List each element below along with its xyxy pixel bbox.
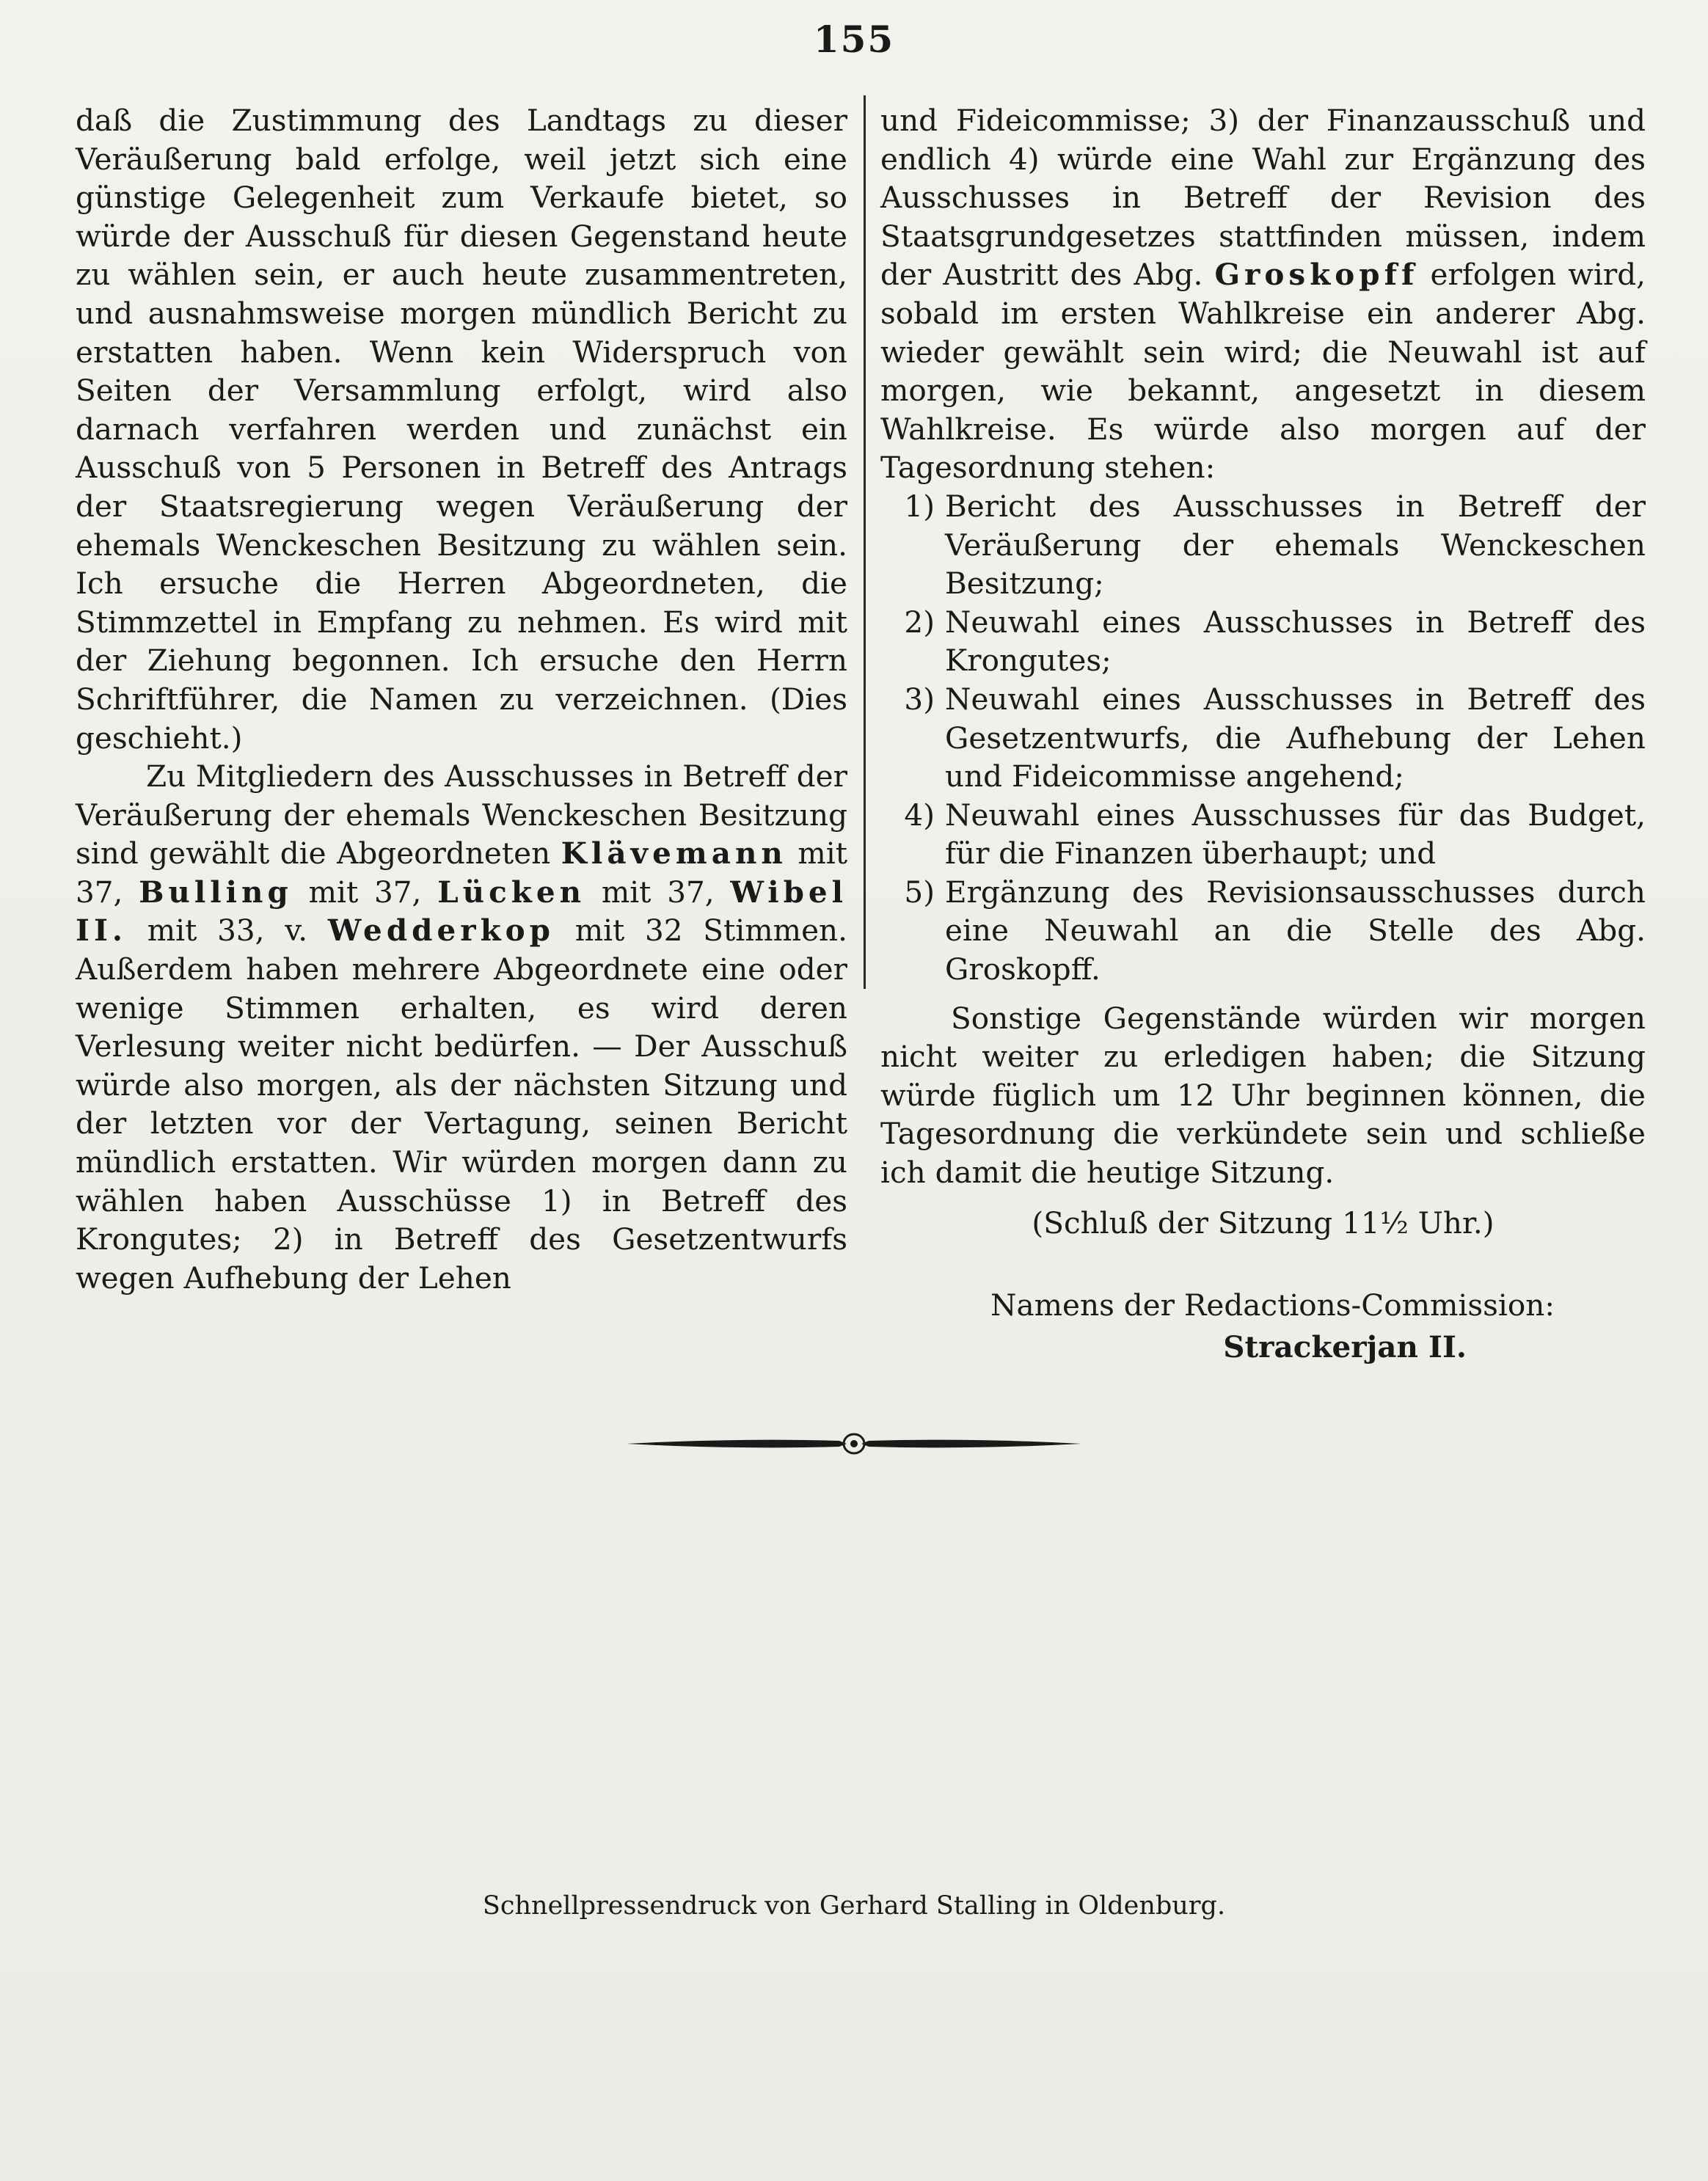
agenda-item-text: Ergänzung des Revisionsausschusses durch eine Neuwahl an die Stelle des Abg. Groskopff. (945, 874, 1646, 987)
left-column (76, 101, 847, 1297)
left-paragraph-2-text-b: mit 37, (76, 836, 847, 910)
left-paragraph-2-text-e: mit 33, v. (147, 913, 308, 949)
agenda-item-number: 3) (904, 681, 935, 717)
agenda-item-text: Neuwahl eines Ausschusses in Betreff des Krongutes; (945, 604, 1646, 679)
right-paragraph-1-text-b: erfolgen wird, sobald im ersten Wahlkreise ein anderer Abg. wieder gewählt sein wird; die Neuwahl ist auf morgen, wie bekannt, angesetzt in diesem Wahlkreise. Es würde also morgen auf der Tagesordnung stehen: (880, 257, 1646, 486)
left-paragraph-2-text-a: Zu Mitgliedern des Ausschusses in Betreff der Veräußerung der ehemals Wenckeschen Besitzung sind gewählt die Abgeordneten (76, 759, 847, 872)
session-close-note: (Schluß der Sitzung 11½ Uhr.) (1032, 1205, 1494, 1241)
agenda-item-text: Neuwahl eines Ausschusses in Betreff des Gesetzentwurfs, die Aufhebung der Lehen und Fideicommisse angehend; (945, 681, 1646, 794)
left-paragraph-2-text-f: mit 32 Stimmen. Außerdem haben mehrere Abgeordnete eine oder wenige Stimmen erhalten, es wird deren Verlesung weiter nicht bedürfen. — Der Ausschuß würde also morgen, als der nächsten Sitzung und der letzten vor der Vertagung, seinen Bericht mündlich erstatten. Wir würden morgen dann zu wählen haben Ausschüsse 1) in Betreff des Krongutes; 2) in Betreff des Gesetzentwurfs wegen Aufhebung der Lehen (76, 913, 847, 1296)
member-name-2: Bulling (139, 874, 293, 910)
member-name-groskopff: Groskopff (1214, 257, 1419, 293)
agenda-item (880, 873, 1646, 989)
commission-line: Namens der Redactions-Commission: (990, 1287, 1555, 1323)
agenda-list (880, 487, 1646, 989)
right-column (880, 101, 1646, 1366)
left-paragraph-2-text-d: mit 37, (601, 874, 715, 910)
right-paragraph-1 (880, 101, 1646, 487)
member-name-5: Wedderkop (327, 913, 555, 949)
left-paragraph-2 (76, 757, 847, 1297)
agenda-item-text: Neuwahl eines Ausschusses für das Budget, für die Finanzen überhaupt; und (945, 797, 1646, 872)
agenda-item-number: 2) (904, 604, 935, 640)
right-paragraph-1-text-a: und Fideicommisse; 3) der Finanzausschuß und endlich 4) würde eine Wahl zur Ergänzung des Ausschusses in Betreff der Revision des Staatsgrundgesetzes stattfinden müssen, indem der Austritt des Abg. (880, 103, 1646, 293)
agenda-item-number: 1) (904, 488, 935, 524)
page-number: 155 (813, 18, 895, 61)
agenda-item (880, 487, 1646, 603)
member-name-3: Lücken (437, 874, 586, 910)
member-name-4: Wibel II. (76, 874, 848, 949)
agenda-item-text: Bericht des Ausschusses in Betreff der Veräußerung der ehemals Wenckeschen Besitzung; (945, 488, 1646, 602)
left-paragraph-1: daß die Zustimmung des Landtags zu dieser Veräußerung bald erfolge, weil jetzt sich eine günstige Gelegenheit zum Verkaufe bietet, so würde der Ausschuß für diesen Gegenstand heute zu wählen sein, er auch heute zusammentreten, und ausnahmsweise morgen mündlich Bericht zu erstatten haben. Wenn kein Widerspruch von Seiten der Versammlung erfolgt, wird also darnach verfahren werden und zunächst ein Ausschuß von 5 Personen in Betreff des Antrags der Staatsregierung wegen Veräußerung der ehemals Wenckeschen Besitzung zu wählen sein. Ich ersuche die Herren Abgeordneten, die Stimmzettel in Empfang zu nehmen. Es wird mit der Ziehung begonnen. Ich ersuche den Herrn Schriftführer, die Namen zu verzeichnen. (Dies geschieht.) (76, 103, 847, 756)
ornamental-divider (627, 1429, 1081, 1458)
column-divider (864, 95, 866, 989)
signer-name: Strackerjan II. (1223, 1329, 1467, 1365)
member-name-1: Klävemann (561, 836, 787, 872)
agenda-item (880, 796, 1646, 873)
left-paragraph-2-text-c: mit 37, (308, 874, 422, 910)
agenda-item (880, 603, 1646, 680)
printer-imprint: Schnellpressendruck von Gerhard Stalling in Oldenburg. (482, 1891, 1226, 1921)
right-paragraph-2: Sonstige Gegenstände würden wir morgen nicht weiter zu erledigen haben; die Sitzung würde füglich um 12 Uhr beginnen können, die Tagesordnung die verkündete sein und schließe ich damit die heutige Sitzung. (880, 1000, 1646, 1191)
agenda-item (880, 680, 1646, 796)
agenda-item-number: 4) (904, 797, 935, 833)
agenda-item-number: 5) (904, 874, 935, 910)
